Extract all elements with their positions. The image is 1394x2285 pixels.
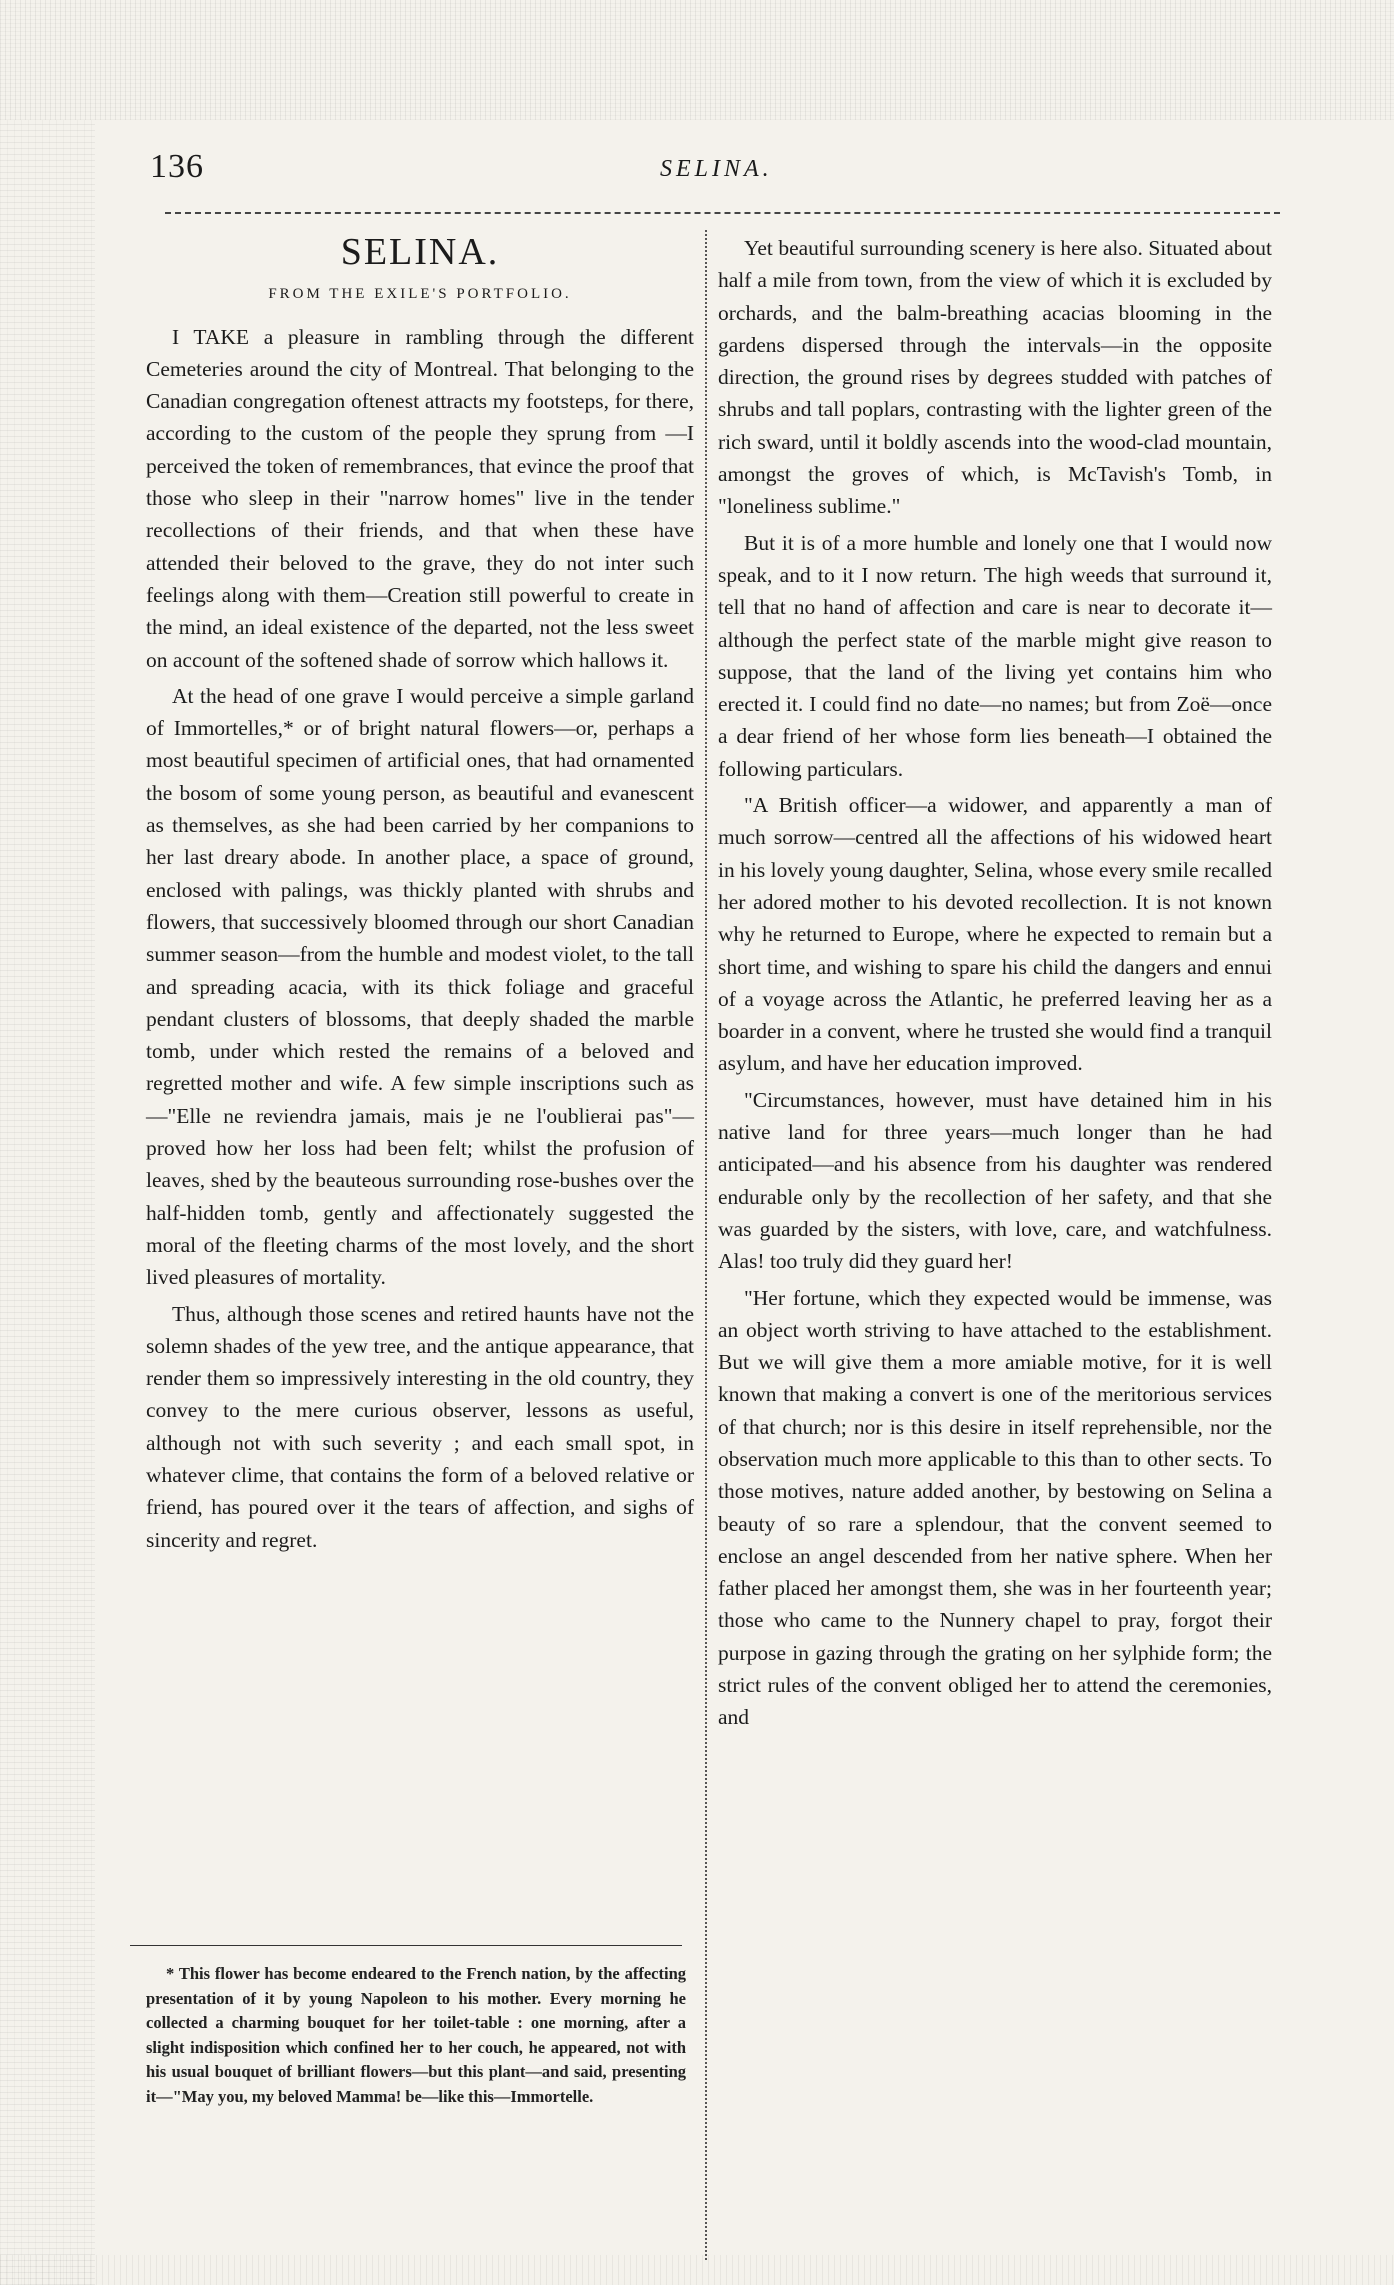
paragraph: I TAKE a pleasure in rambling through the different Cemeteries around the city of Montreal. That belonging to the Canadian congregation oftenest attracts my footsteps, for there, according to the custom of the people they sprung from —I perceived the token of remembrances, that evince the proof that those who sleep in their "narrow homes" live in the tender recollections of their friends, and that when these have attended their beloved to the grave, they do not inter such feelings along with them—Creation still powerful to create in the mind, an ideal existence of the departed, not the less sweet on account of the softened shade of sorrow which hallows it.: [146, 324, 695, 672]
running-head: SELINA.: [660, 156, 773, 182]
paragraph: But it is of a more humble and lonely one that I would now speak, and to it I now return. The high weeds that surround it, tell that no hand of affection and care is near to decorate it—although the perfect state of the marble might give reason to suppose, that the land of the living yet contains him who erected it. I could find no date—no names; but from Zoë—once a dear friend of her whose form lies beneath—I obtained the following particulars.: [718, 530, 1272, 781]
article-subtitle: FROM THE EXILE'S PORTFOLIO.: [268, 286, 572, 303]
scan-noise-top: [0, 0, 1394, 120]
left-column: [146, 232, 694, 1560]
right-column: [718, 232, 1272, 1738]
page-header: [150, 148, 1280, 188]
article-title: SELINA.: [340, 231, 500, 273]
footnote-rule: [130, 1945, 682, 1946]
header-rule: [165, 212, 1280, 214]
footnote: [146, 1962, 686, 2109]
column-divider: [705, 230, 707, 2260]
paragraph: Yet beautiful surrounding scenery is here also. Situated about half a mile from town, from the view of which it is excluded by orchards, and the balm-breathing acacias blooming in the gardens dispersed through the intervals—in the opposite direction, the ground rises by degrees studded with patches of shrubs and tall poplars, contrasting with the lighter green of the rich sward, until it boldly ascends into the wood-clad mountain, amongst the groves of which, is McTavish's Tomb, in "loneliness sublime.": [718, 236, 1272, 519]
scan-noise-bottom: [0, 2255, 1394, 2285]
page-number: 136: [150, 148, 204, 185]
scan-noise-left: [0, 120, 95, 2285]
paragraph: At the head of one grave I would perceive a simple garland of Immortelles,* or of bright natural flowers—or, perhaps a most beautiful specimen of artificial ones, that had ornamented the bosom of some young person, as beautiful and evanescent as themselves, as she had been carried by her companions to her last dreary abode. In another place, a space of ground, enclosed with palings, was thickly planted with shrubs and flowers, that successively bloomed through our short Canadian summer season—from the humble and modest violet, to the tall and spreading acacia, with its thick foliage and graceful pendant clusters of blossoms, that deeply shaded the marble tomb, under which rested the remains of a beloved and regretted mother and wife. A few simple inscriptions such as—"Elle ne reviendra jamais, mais je ne l'oublierai pas"—proved how her loss had been felt; whilst the profusion of leaves, shed by the beauteous surrounding rose-bushes over the half-hidden tomb, gently and affectionately suggested the moral of the fleeting charms of the most lovely, and the short lived pleasures of mortality.: [146, 683, 694, 1290]
paragraph: "A British officer—a widower, and apparently a man of much sorrow—centred all the affections of his widowed heart in his lovely young daughter, Selina, whose every smile recalled her adored mother to his devoted recollection. It is not known why he returned to Europe, where he expected to remain but a short time, and wishing to spare his child the dangers and ennui of a voyage across the Atlantic, he preferred leaving her as a boarder in a convent, where he trusted she would find a tranquil asylum, and have her education improved.: [718, 793, 1272, 1076]
paragraph: "Circumstances, however, must have detained him in his native land for three years—much longer than he had anticipated—and his absence from his daughter was rendered endurable only by the recollection of her safety, and that she was guarded by the sisters, with love, care, and watchfulness. Alas! too truly did they guard her!: [718, 1087, 1272, 1274]
footnote-text: * This flower has become endeared to the French nation, by the affecting presentation of it by young Napoleon to his mother. Every morning he collected a charming bouquet for her toilet-table : one morning, after a slight indisposition which confined her to her couch, he appeared, not with his usual bouquet of brilliant flowers—but this plant—and said, presenting it—"May you, my beloved Mamma! be—like this—Immortelle.: [146, 1964, 686, 2106]
paragraph: "Her fortune, which they expected would be immense, was an object worth striving to have attached to the establishment. But we will give them a more amiable motive, for it is well known that making a convert is one of the meritorious services of that church; nor is this desire in itself reprehensible, nor the observation much more applicable to this than to other sects. To those motives, nature added another, by bestowing on Selina a beauty of so rare a splendour, that the convent seemed to enclose an angel descended from her native sphere. When her father placed her amongst them, she was in her fourteenth year; those who came to the Nunnery chapel to pray, forgot their purpose in gazing through the grating on her sylphide form; the strict rules of the convent obliged her to attend the ceremonies, and: [718, 1285, 1272, 1730]
paragraph: Thus, although those scenes and retired haunts have not the solemn shades of the yew tree, and the antique appearance, that render them so impressively interesting in the old country, they convey to the mere curious observer, lessons as useful, although not with such severity ; and each small spot, in whatever clime, that contains the form of a beloved relative or friend, has poured over it the tears of affection, and sighs of sincerity and regret.: [146, 1301, 694, 1552]
